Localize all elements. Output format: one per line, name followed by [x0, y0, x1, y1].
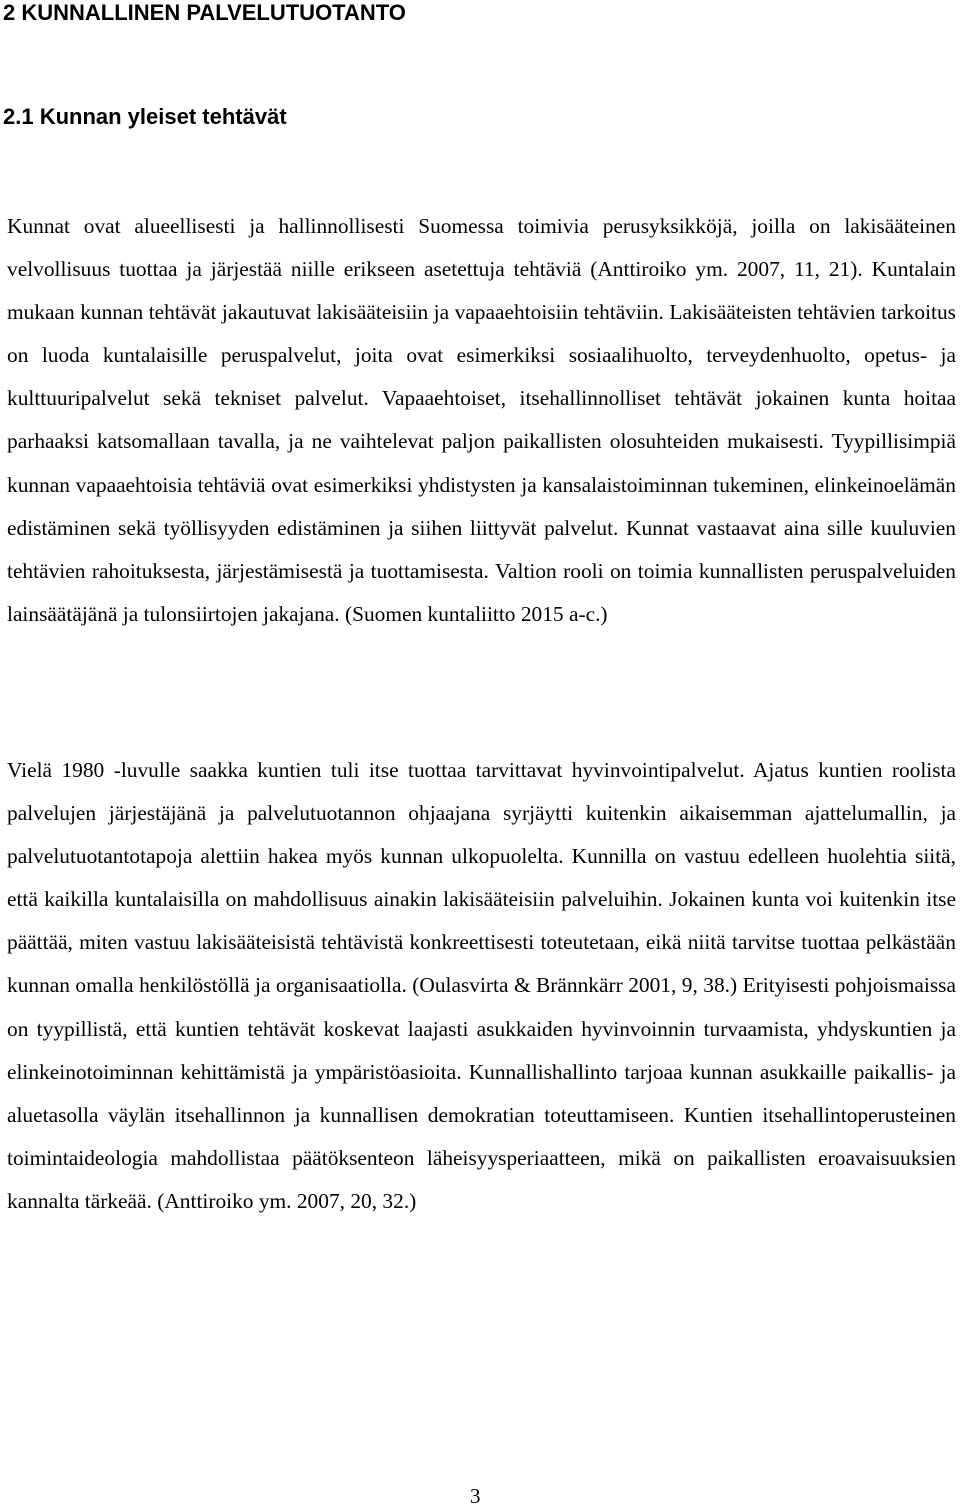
body-paragraph-1: Kunnat ovat alueellisesti ja hallinnollisesti Suomessa toimivia perusyksikköjä, joilla on lakisääteinen velvollisuus tuottaa ja järjestää niille erikseen asetettuja tehtäviä (Anttiroiko ym. 2007, 11, 21). Kuntalain mukaan kunnan tehtävät jakautuvat lakisääteisiin ja vapaaehtoisiin tehtäviin. Lakisääteisten tehtävien tarkoitus on luoda kuntalaisille peruspalvelut, joita ovat esimerkiksi sosiaalihuolto, terveydenhuolto, opetus- ja kulttuuripalvelut sekä tekniset palvelut. Vapaaehtoiset, itsehallinnolliset tehtävät jokainen kunta hoitaa parhaaksi katsomallaan tavalla, ja ne vaihtelevat paljon paikallisten olosuhteiden mukaisesti. Tyypillisimpiä kunnan vapaaehtoisia tehtäviä ovat esimerkiksi yhdistysten ja kansalaistoiminnan tukeminen, elinkeinoelämän edistäminen sekä työllisyyden edistäminen ja siihen liittyvät palvelut. Kunnat vastaavat aina sille kuuluvien tehtävien rahoituksesta, järjestämisestä ja tuottamisesta. Valtion rooli on toimia kunnallisten peruspalveluiden lainsäätäjänä ja tulonsiirtojen jakajana. (Suomen kuntaliitto 2015 a-c.) [7, 214, 956, 626]
chapter-heading: 2 KUNNALLINEN PALVELUTUOTANTO [3, 0, 406, 25]
section-heading: 2.1 Kunnan yleiset tehtävät [3, 104, 287, 129]
body-paragraph-2: Vielä 1980 -luvulle saakka kuntien tuli itse tuottaa tarvittavat hyvinvointipalvelut. Ajatus kuntien roolista palvelujen järjestäjänä ja palvelutuotannon ohjaajana syrjäytti kuitenkin aikaisemman ajattelumallin, ja palvelutuotantotapoja alettiin hakea myös kunnan ulkopuolelta. Kunnilla on vastuu edelleen huolehtia siitä, että kaikilla kuntalaisilla on mahdollisuus ainakin lakisääteisiin palveluihin. Jokainen kunta voi kuitenkin itse päättää, miten vastuu lakisääteisistä tehtävistä konkreettisesti toteutetaan, eikä niitä tarvitse tuottaa pelkästään kunnan omalla henkilöstöllä ja organisaatiolla. (Oulasvirta & Brännkärr 2001, 9, 38.) Erityisesti pohjoismaissa on tyypillistä, että kuntien tehtävät koskevat laajasti asukkaiden hyvinvoinnin turvaamista, yhdyskuntien ja elinkeinotoiminnan kehittämistä ja ympäristöasioita. Kunnallishallinto tarjoaa kunnan asukkaille paikallis- ja aluetasolla väylän itsehallinnon ja kunnallisen demokratian toteuttamiseen. Kuntien itsehallintoperusteinen toimintaideologia mahdollistaa päätöksenteon läheisyysperiaatteen, mikä on paikallisten eroavaisuuksien kannalta tärkeää. (Anttiroiko ym. 2007, 20, 32.) [7, 758, 956, 1213]
page-number: 3 [470, 1484, 481, 1508]
